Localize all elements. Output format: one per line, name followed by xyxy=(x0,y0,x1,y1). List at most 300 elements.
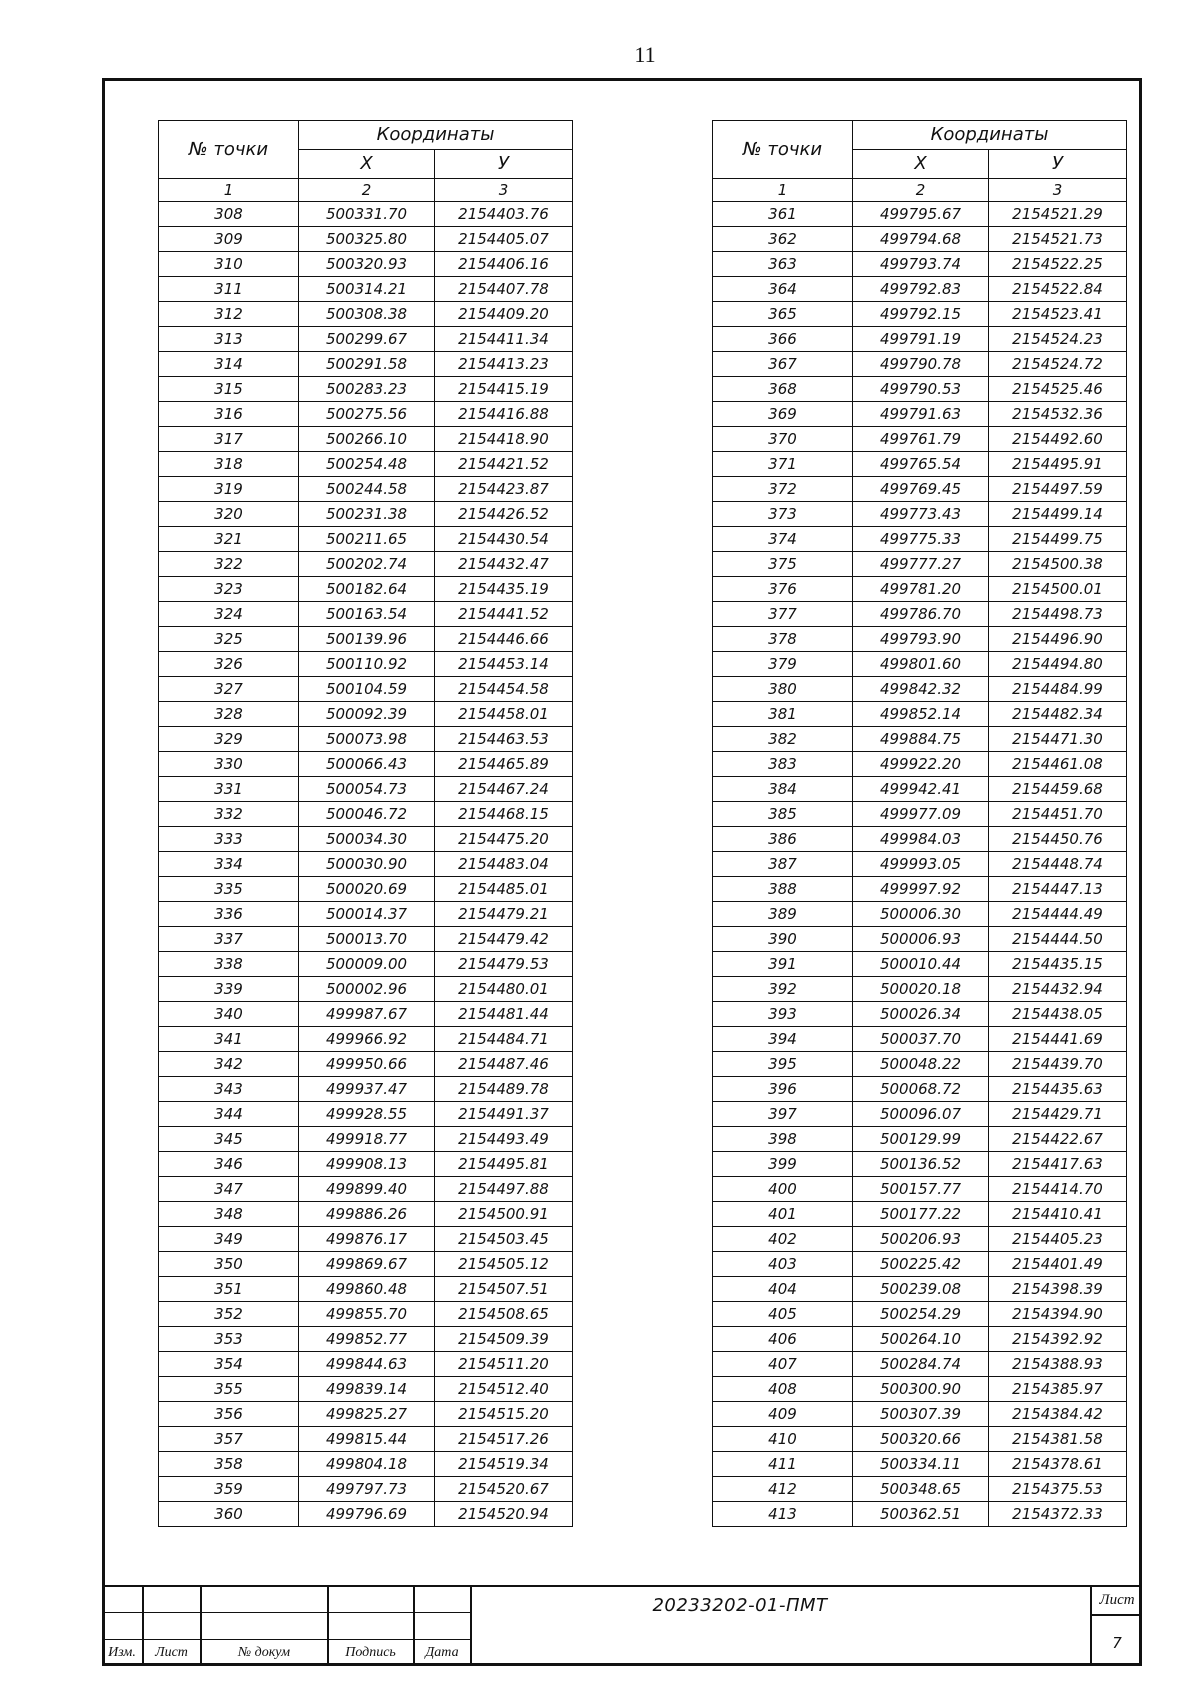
point-number-cell: 373 xyxy=(713,502,853,527)
y-coordinate-cell: 2154416.88 xyxy=(435,402,573,427)
table-row xyxy=(713,627,1127,652)
y-coordinate-cell: 2154520.67 xyxy=(435,1477,573,1502)
point-number-cell: 354 xyxy=(159,1352,299,1377)
y-coordinate-cell: 2154505.12 xyxy=(435,1252,573,1277)
header-x: X xyxy=(853,150,989,179)
y-coordinate-cell: 2154394.90 xyxy=(989,1302,1127,1327)
y-coordinate-cell: 2154500.01 xyxy=(989,577,1127,602)
point-number-cell: 323 xyxy=(159,577,299,602)
table-row xyxy=(159,1352,573,1377)
point-number-cell: 317 xyxy=(159,427,299,452)
x-coordinate-cell: 499928.55 xyxy=(299,1102,435,1127)
table-row xyxy=(159,1502,573,1527)
table-row xyxy=(713,327,1127,352)
x-coordinate-cell: 500308.38 xyxy=(299,302,435,327)
table-row xyxy=(713,227,1127,252)
x-coordinate-cell: 499918.77 xyxy=(299,1127,435,1152)
point-number-cell: 322 xyxy=(159,552,299,577)
x-coordinate-cell: 500348.65 xyxy=(853,1477,989,1502)
table-row xyxy=(159,527,573,552)
table-row xyxy=(713,1227,1127,1252)
point-number-cell: 327 xyxy=(159,677,299,702)
table-row xyxy=(159,352,573,377)
title-block-doc-number: № докум xyxy=(237,1645,291,1660)
x-coordinate-cell: 500037.70 xyxy=(853,1027,989,1052)
x-coordinate-cell: 499987.67 xyxy=(299,1002,435,1027)
point-number-cell: 368 xyxy=(713,377,853,402)
sheet-label: Лист xyxy=(1099,1592,1135,1608)
x-coordinate-cell: 500139.96 xyxy=(299,627,435,652)
y-coordinate-cell: 2154522.25 xyxy=(989,252,1127,277)
table-row xyxy=(159,1152,573,1177)
y-coordinate-cell: 2154493.49 xyxy=(435,1127,573,1152)
table-row xyxy=(713,802,1127,827)
point-number-cell: 310 xyxy=(159,252,299,277)
point-number-cell: 309 xyxy=(159,227,299,252)
header-coordinates: Координаты xyxy=(853,121,1127,150)
x-coordinate-cell: 500299.67 xyxy=(299,327,435,352)
table-row xyxy=(159,1202,573,1227)
x-coordinate-cell: 499793.74 xyxy=(853,252,989,277)
point-number-cell: 314 xyxy=(159,352,299,377)
point-number-cell: 359 xyxy=(159,1477,299,1502)
y-coordinate-cell: 2154444.50 xyxy=(989,927,1127,952)
point-number-cell: 396 xyxy=(713,1077,853,1102)
x-coordinate-cell: 499797.73 xyxy=(299,1477,435,1502)
x-coordinate-cell: 499790.78 xyxy=(853,352,989,377)
column-number: 1 xyxy=(159,179,299,202)
title-block-list: Лист xyxy=(155,1645,188,1660)
y-coordinate-cell: 2154517.26 xyxy=(435,1427,573,1452)
x-coordinate-cell: 500225.42 xyxy=(853,1252,989,1277)
point-number-cell: 393 xyxy=(713,1002,853,1027)
y-coordinate-cell: 2154519.34 xyxy=(435,1452,573,1477)
table-row xyxy=(713,1402,1127,1427)
x-coordinate-cell: 499997.92 xyxy=(853,877,989,902)
point-number-cell: 398 xyxy=(713,1127,853,1152)
x-coordinate-cell: 500206.93 xyxy=(853,1227,989,1252)
point-number-cell: 375 xyxy=(713,552,853,577)
point-number-cell: 409 xyxy=(713,1402,853,1427)
x-coordinate-cell: 499815.44 xyxy=(299,1427,435,1452)
y-coordinate-cell: 2154468.15 xyxy=(435,802,573,827)
point-number-cell: 384 xyxy=(713,777,853,802)
point-number-cell: 380 xyxy=(713,677,853,702)
table-row xyxy=(159,977,573,1002)
x-coordinate-cell: 499869.67 xyxy=(299,1252,435,1277)
x-coordinate-cell: 499825.27 xyxy=(299,1402,435,1427)
x-coordinate-cell: 499937.47 xyxy=(299,1077,435,1102)
x-coordinate-cell: 500013.70 xyxy=(299,927,435,952)
header-x: X xyxy=(299,150,435,179)
point-number-cell: 406 xyxy=(713,1327,853,1352)
y-coordinate-cell: 2154415.19 xyxy=(435,377,573,402)
y-coordinate-cell: 2154411.34 xyxy=(435,327,573,352)
y-coordinate-cell: 2154429.71 xyxy=(989,1102,1127,1127)
point-number-cell: 337 xyxy=(159,927,299,952)
y-coordinate-cell: 2154418.90 xyxy=(435,427,573,452)
point-number-cell: 413 xyxy=(713,1502,853,1527)
x-coordinate-cell: 500110.92 xyxy=(299,652,435,677)
point-number-cell: 338 xyxy=(159,952,299,977)
x-coordinate-cell: 500009.00 xyxy=(299,952,435,977)
x-coordinate-cell: 500239.08 xyxy=(853,1277,989,1302)
x-coordinate-cell: 500073.98 xyxy=(299,727,435,752)
point-number-cell: 347 xyxy=(159,1177,299,1202)
x-coordinate-cell: 500136.52 xyxy=(853,1152,989,1177)
table-row xyxy=(159,1477,573,1502)
y-coordinate-cell: 2154435.63 xyxy=(989,1077,1127,1102)
x-coordinate-cell: 500314.21 xyxy=(299,277,435,302)
y-coordinate-cell: 2154407.78 xyxy=(435,277,573,302)
y-coordinate-cell: 2154481.44 xyxy=(435,1002,573,1027)
y-coordinate-cell: 2154508.65 xyxy=(435,1302,573,1327)
x-coordinate-cell: 499781.20 xyxy=(853,577,989,602)
coordinates-table-right xyxy=(712,120,1127,1527)
point-number-cell: 328 xyxy=(159,702,299,727)
table-row xyxy=(159,602,573,627)
y-coordinate-cell: 2154499.14 xyxy=(989,502,1127,527)
point-number-cell: 343 xyxy=(159,1077,299,1102)
y-coordinate-cell: 2154398.39 xyxy=(989,1277,1127,1302)
y-coordinate-cell: 2154480.01 xyxy=(435,977,573,1002)
page-number: 11 xyxy=(634,42,656,67)
y-coordinate-cell: 2154479.21 xyxy=(435,902,573,927)
x-coordinate-cell: 499860.48 xyxy=(299,1277,435,1302)
table-row xyxy=(159,427,573,452)
point-number-cell: 325 xyxy=(159,627,299,652)
header-point-number: № точки xyxy=(713,121,853,179)
x-coordinate-cell: 500275.56 xyxy=(299,402,435,427)
x-coordinate-cell: 499993.05 xyxy=(853,852,989,877)
point-number-cell: 390 xyxy=(713,927,853,952)
point-number-cell: 407 xyxy=(713,1352,853,1377)
y-coordinate-cell: 2154524.72 xyxy=(989,352,1127,377)
y-coordinate-cell: 2154461.08 xyxy=(989,752,1127,777)
table-row xyxy=(713,652,1127,677)
point-number-cell: 342 xyxy=(159,1052,299,1077)
header-y: У xyxy=(435,150,573,179)
x-coordinate-cell: 500092.39 xyxy=(299,702,435,727)
point-number-cell: 400 xyxy=(713,1177,853,1202)
point-number-cell: 388 xyxy=(713,877,853,902)
point-number-cell: 339 xyxy=(159,977,299,1002)
table-row xyxy=(713,1377,1127,1402)
point-number-cell: 362 xyxy=(713,227,853,252)
y-coordinate-cell: 2154403.76 xyxy=(435,202,573,227)
y-coordinate-cell: 2154410.41 xyxy=(989,1202,1127,1227)
x-coordinate-cell: 499922.20 xyxy=(853,752,989,777)
x-coordinate-cell: 499765.54 xyxy=(853,452,989,477)
table-row xyxy=(713,1502,1127,1527)
table-row xyxy=(159,1427,573,1452)
point-number-cell: 408 xyxy=(713,1377,853,1402)
table-row xyxy=(713,302,1127,327)
x-coordinate-cell: 500002.96 xyxy=(299,977,435,1002)
x-coordinate-cell: 500006.30 xyxy=(853,902,989,927)
table-row xyxy=(159,1402,573,1427)
table-row xyxy=(713,977,1127,1002)
point-number-cell: 335 xyxy=(159,877,299,902)
column-number: 2 xyxy=(299,179,435,202)
y-coordinate-cell: 2154484.99 xyxy=(989,677,1127,702)
x-coordinate-cell: 500307.39 xyxy=(853,1402,989,1427)
point-number-cell: 361 xyxy=(713,202,853,227)
table-row xyxy=(713,1252,1127,1277)
y-coordinate-cell: 2154378.61 xyxy=(989,1452,1127,1477)
point-number-cell: 410 xyxy=(713,1427,853,1452)
point-number-cell: 370 xyxy=(713,427,853,452)
y-coordinate-cell: 2154471.30 xyxy=(989,727,1127,752)
y-coordinate-cell: 2154372.33 xyxy=(989,1502,1127,1527)
table-row xyxy=(159,1052,573,1077)
table-row xyxy=(159,927,573,952)
point-number-cell: 382 xyxy=(713,727,853,752)
point-number-cell: 320 xyxy=(159,502,299,527)
point-number-cell: 357 xyxy=(159,1427,299,1452)
point-number-cell: 324 xyxy=(159,602,299,627)
y-coordinate-cell: 2154497.88 xyxy=(435,1177,573,1202)
x-coordinate-cell: 499844.63 xyxy=(299,1352,435,1377)
column-number: 3 xyxy=(989,179,1127,202)
point-number-cell: 411 xyxy=(713,1452,853,1477)
point-number-cell: 369 xyxy=(713,402,853,427)
y-coordinate-cell: 2154438.05 xyxy=(989,1002,1127,1027)
y-coordinate-cell: 2154525.46 xyxy=(989,377,1127,402)
table-row xyxy=(713,777,1127,802)
column-number: 3 xyxy=(435,179,573,202)
point-number-cell: 365 xyxy=(713,302,853,327)
x-coordinate-cell: 500157.77 xyxy=(853,1177,989,1202)
x-coordinate-cell: 500066.43 xyxy=(299,752,435,777)
point-number-cell: 350 xyxy=(159,1252,299,1277)
point-number-cell: 395 xyxy=(713,1052,853,1077)
point-number-cell: 394 xyxy=(713,1027,853,1052)
table-row xyxy=(159,1102,573,1127)
point-number-cell: 383 xyxy=(713,752,853,777)
y-coordinate-cell: 2154491.37 xyxy=(435,1102,573,1127)
y-coordinate-cell: 2154524.23 xyxy=(989,327,1127,352)
point-number-cell: 403 xyxy=(713,1252,853,1277)
table-row xyxy=(713,1127,1127,1152)
x-coordinate-cell: 500046.72 xyxy=(299,802,435,827)
y-coordinate-cell: 2154458.01 xyxy=(435,702,573,727)
x-coordinate-cell: 499792.83 xyxy=(853,277,989,302)
x-coordinate-cell: 500211.65 xyxy=(299,527,435,552)
table-row xyxy=(159,1277,573,1302)
y-coordinate-cell: 2154388.93 xyxy=(989,1352,1127,1377)
y-coordinate-cell: 2154385.97 xyxy=(989,1377,1127,1402)
title-block-izm: Изм. xyxy=(108,1645,136,1660)
y-coordinate-cell: 2154401.49 xyxy=(989,1252,1127,1277)
title-block-col-line xyxy=(1090,1585,1092,1666)
y-coordinate-cell: 2154459.68 xyxy=(989,777,1127,802)
y-coordinate-cell: 2154441.52 xyxy=(435,602,573,627)
x-coordinate-cell: 499790.53 xyxy=(853,377,989,402)
title-block-row-line xyxy=(1090,1614,1142,1616)
y-coordinate-cell: 2154499.75 xyxy=(989,527,1127,552)
x-coordinate-cell: 499842.32 xyxy=(853,677,989,702)
y-coordinate-cell: 2154479.53 xyxy=(435,952,573,977)
table-row xyxy=(159,202,573,227)
x-coordinate-cell: 499791.63 xyxy=(853,402,989,427)
point-number-cell: 401 xyxy=(713,1202,853,1227)
point-number-cell: 331 xyxy=(159,777,299,802)
x-coordinate-cell: 500331.70 xyxy=(299,202,435,227)
y-coordinate-cell: 2154451.70 xyxy=(989,802,1127,827)
table-row xyxy=(159,577,573,602)
x-coordinate-cell: 499984.03 xyxy=(853,827,989,852)
point-number-cell: 371 xyxy=(713,452,853,477)
y-coordinate-cell: 2154453.14 xyxy=(435,652,573,677)
x-coordinate-cell: 500284.74 xyxy=(853,1352,989,1377)
table-row xyxy=(159,477,573,502)
table-row xyxy=(713,1177,1127,1202)
y-coordinate-cell: 2154409.20 xyxy=(435,302,573,327)
table-row xyxy=(713,1077,1127,1102)
table-row xyxy=(713,352,1127,377)
table-row xyxy=(713,902,1127,927)
point-number-cell: 364 xyxy=(713,277,853,302)
y-coordinate-cell: 2154422.67 xyxy=(989,1127,1127,1152)
y-coordinate-cell: 2154482.34 xyxy=(989,702,1127,727)
x-coordinate-cell: 499966.92 xyxy=(299,1027,435,1052)
table-row xyxy=(713,702,1127,727)
y-coordinate-cell: 2154417.63 xyxy=(989,1152,1127,1177)
y-coordinate-cell: 2154489.78 xyxy=(435,1077,573,1102)
point-number-cell: 379 xyxy=(713,652,853,677)
table-row xyxy=(159,452,573,477)
table-row xyxy=(159,852,573,877)
x-coordinate-cell: 500264.10 xyxy=(853,1327,989,1352)
point-number-cell: 374 xyxy=(713,527,853,552)
table-row xyxy=(713,377,1127,402)
table-row xyxy=(159,877,573,902)
point-number-cell: 352 xyxy=(159,1302,299,1327)
table-row xyxy=(713,927,1127,952)
point-number-cell: 397 xyxy=(713,1102,853,1127)
y-coordinate-cell: 2154483.04 xyxy=(435,852,573,877)
x-coordinate-cell: 500291.58 xyxy=(299,352,435,377)
x-coordinate-cell: 499761.79 xyxy=(853,427,989,452)
y-coordinate-cell: 2154509.39 xyxy=(435,1327,573,1352)
x-coordinate-cell: 499950.66 xyxy=(299,1052,435,1077)
y-coordinate-cell: 2154487.46 xyxy=(435,1052,573,1077)
point-number-cell: 399 xyxy=(713,1152,853,1177)
x-coordinate-cell: 500006.93 xyxy=(853,927,989,952)
point-number-cell: 376 xyxy=(713,577,853,602)
y-coordinate-cell: 2154450.76 xyxy=(989,827,1127,852)
table-row xyxy=(713,952,1127,977)
table-row xyxy=(159,702,573,727)
y-coordinate-cell: 2154454.58 xyxy=(435,677,573,702)
y-coordinate-cell: 2154507.51 xyxy=(435,1277,573,1302)
y-coordinate-cell: 2154406.16 xyxy=(435,252,573,277)
x-coordinate-cell: 500254.29 xyxy=(853,1302,989,1327)
table-row xyxy=(713,1477,1127,1502)
point-number-cell: 387 xyxy=(713,852,853,877)
y-coordinate-cell: 2154495.81 xyxy=(435,1152,573,1177)
table-row xyxy=(713,277,1127,302)
table-row xyxy=(713,502,1127,527)
y-coordinate-cell: 2154430.54 xyxy=(435,527,573,552)
y-coordinate-cell: 2154511.20 xyxy=(435,1352,573,1377)
y-coordinate-cell: 2154484.71 xyxy=(435,1027,573,1052)
header-y: У xyxy=(989,150,1127,179)
x-coordinate-cell: 499839.14 xyxy=(299,1377,435,1402)
y-coordinate-cell: 2154467.24 xyxy=(435,777,573,802)
x-coordinate-cell: 500030.90 xyxy=(299,852,435,877)
x-coordinate-cell: 499852.14 xyxy=(853,702,989,727)
table-row xyxy=(159,327,573,352)
y-coordinate-cell: 2154435.15 xyxy=(989,952,1127,977)
point-number-cell: 316 xyxy=(159,402,299,427)
point-number-cell: 312 xyxy=(159,302,299,327)
coordinates-table-left xyxy=(158,120,573,1527)
point-number-cell: 326 xyxy=(159,652,299,677)
table-row xyxy=(713,1302,1127,1327)
table-row xyxy=(713,1202,1127,1227)
y-coordinate-cell: 2154421.52 xyxy=(435,452,573,477)
point-number-cell: 402 xyxy=(713,1227,853,1252)
point-number-cell: 341 xyxy=(159,1027,299,1052)
x-coordinate-cell: 500048.22 xyxy=(853,1052,989,1077)
x-coordinate-cell: 500163.54 xyxy=(299,602,435,627)
table-row xyxy=(713,527,1127,552)
table-row xyxy=(159,1327,573,1352)
x-coordinate-cell: 500014.37 xyxy=(299,902,435,927)
x-coordinate-cell: 500020.69 xyxy=(299,877,435,902)
point-number-cell: 336 xyxy=(159,902,299,927)
table-row xyxy=(159,377,573,402)
table-row xyxy=(713,577,1127,602)
y-coordinate-cell: 2154441.69 xyxy=(989,1027,1127,1052)
y-coordinate-cell: 2154494.80 xyxy=(989,652,1127,677)
x-coordinate-cell: 499908.13 xyxy=(299,1152,435,1177)
x-coordinate-cell: 500254.48 xyxy=(299,452,435,477)
point-number-cell: 344 xyxy=(159,1102,299,1127)
table-row xyxy=(159,302,573,327)
table-row xyxy=(713,752,1127,777)
table-row xyxy=(713,1027,1127,1052)
point-number-cell: 377 xyxy=(713,602,853,627)
x-coordinate-cell: 499855.70 xyxy=(299,1302,435,1327)
table-row xyxy=(713,402,1127,427)
x-coordinate-cell: 500096.07 xyxy=(853,1102,989,1127)
table-row xyxy=(159,652,573,677)
point-number-cell: 308 xyxy=(159,202,299,227)
point-number-cell: 358 xyxy=(159,1452,299,1477)
title-block-signature: Подпись xyxy=(345,1645,396,1660)
x-coordinate-cell: 500054.73 xyxy=(299,777,435,802)
x-coordinate-cell: 499773.43 xyxy=(853,502,989,527)
point-number-cell: 351 xyxy=(159,1277,299,1302)
point-number-cell: 345 xyxy=(159,1127,299,1152)
table-row xyxy=(159,727,573,752)
table-body-left xyxy=(159,202,573,1527)
point-number-cell: 366 xyxy=(713,327,853,352)
table-row xyxy=(713,1352,1127,1377)
x-coordinate-cell: 499769.45 xyxy=(853,477,989,502)
point-number-cell: 334 xyxy=(159,852,299,877)
point-number-cell: 315 xyxy=(159,377,299,402)
header-coordinates: Координаты xyxy=(299,121,573,150)
table-row xyxy=(159,777,573,802)
document-code: 20233202-01-ПМТ xyxy=(652,1595,828,1616)
x-coordinate-cell: 499793.90 xyxy=(853,627,989,652)
y-coordinate-cell: 2154521.29 xyxy=(989,202,1127,227)
y-coordinate-cell: 2154414.70 xyxy=(989,1177,1127,1202)
